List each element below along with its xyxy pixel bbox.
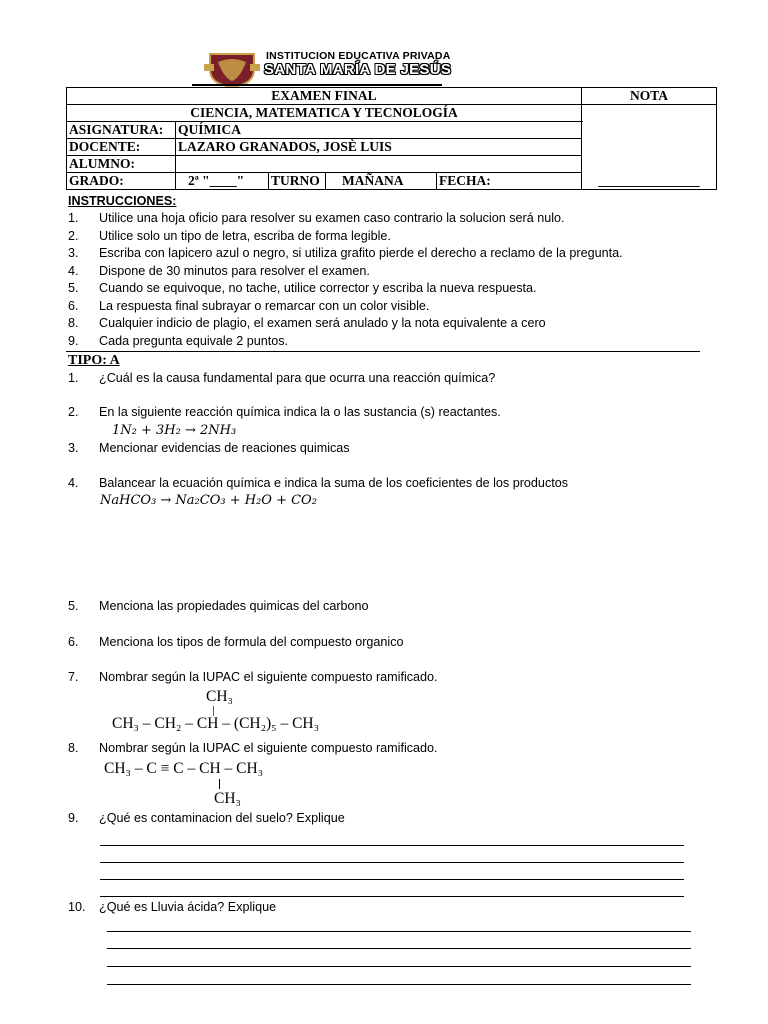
- exam-title: EXAMEN FINAL: [67, 88, 582, 105]
- question-text: Menciona las propiedades quimicas del carbono: [99, 599, 369, 613]
- answer-line[interactable]: [107, 948, 691, 949]
- grado-value: 2ª "____": [176, 173, 269, 190]
- instruction-text: Cualquier indicio de plagio, el examen será anulado y la nota equivalente a cero: [99, 316, 546, 330]
- answer-line[interactable]: [107, 931, 691, 932]
- main-chain-formula: CH₃ – CH₂ – CH – (CH₂)₅ – CH₃: [112, 715, 320, 732]
- instruction-number: 6.: [68, 299, 79, 313]
- turno-label: TURNO: [269, 173, 326, 190]
- instruction-text: Escriba con lapicero azul o negro, si utiliza grafito pierde el derecho a reclamo de la pregunta.: [99, 246, 623, 260]
- answer-line[interactable]: [100, 879, 684, 880]
- instruction-text: Dispone de 30 minutos para resolver el examen.: [99, 264, 370, 278]
- question-number: 4.: [68, 476, 79, 490]
- question-number: 10.: [68, 900, 86, 914]
- asignatura-label: ASIGNATURA:: [67, 122, 176, 139]
- fecha-label: FECHA:: [437, 173, 582, 190]
- branch-bond: [219, 779, 220, 789]
- question-text: Nombrar según la IUPAC el siguiente compuesto ramificado.: [99, 741, 438, 755]
- institution-type: INSTITUCION EDUCATIVA PRIVADA: [266, 50, 451, 62]
- docente-label: DOCENTE:: [67, 139, 176, 156]
- question-text: ¿Qué es contaminacion del suelo? Explique: [99, 811, 345, 825]
- docente-value: LAZARO GRANADOS, JOSÈ LUIS: [176, 139, 582, 156]
- branch-group: CH₃: [214, 790, 241, 807]
- instruction-text: Utilice una hoja oficio para resolver su examen caso contrario la solucion será nulo.: [99, 211, 565, 225]
- instruction-number: 1.: [68, 211, 79, 225]
- instruction-number: 9.: [68, 334, 79, 348]
- question-number: 1.: [68, 371, 79, 385]
- instructions-title: INSTRUCCIONES:: [68, 194, 177, 208]
- instruction-number: 4.: [68, 264, 79, 278]
- question-text: Mencionar evidencias de reaciones quimicas: [99, 441, 350, 455]
- question-number: 7.: [68, 670, 79, 684]
- question-text: Menciona los tipos de formula del compuesto organico: [99, 635, 404, 649]
- question-text: En la siguiente reacción química indica la o las sustancia (s) reactantes.: [99, 405, 501, 419]
- question-text: Nombrar según la IUPAC el siguiente compuesto ramificado.: [99, 670, 438, 684]
- instruction-number: 5.: [68, 281, 79, 295]
- answer-line[interactable]: [100, 845, 684, 846]
- alumno-label: ALUMNO:: [67, 156, 176, 173]
- reaction-equation: 1N₂ + 3H₂ → 2NH₃: [112, 423, 237, 438]
- instruction-number: 2.: [68, 229, 79, 243]
- question-number: 8.: [68, 741, 79, 755]
- instruction-text: Cada pregunta equivale 2 puntos.: [99, 334, 289, 348]
- balance-equation: NaHCO₃ → Na₂CO₃ + H₂O + CO₂: [100, 493, 317, 508]
- area-title: CIENCIA, MATEMATICA Y TECNOLOGÍA: [67, 105, 582, 122]
- instruction-number: 3.: [68, 246, 79, 260]
- institution-name: SANTA MARÍA DE JESÚS: [264, 61, 452, 78]
- section-title: TIPO: A: [68, 353, 120, 368]
- answer-line[interactable]: [107, 966, 691, 967]
- nota-label: NOTA: [582, 88, 717, 105]
- alumno-field[interactable]: [176, 156, 582, 173]
- nota-box: [582, 105, 717, 190]
- answer-line[interactable]: [100, 862, 684, 863]
- instruction-text: Utilice solo un tipo de letra, escriba de forma legible.: [99, 229, 391, 243]
- question-number: 2.: [68, 405, 79, 419]
- branch-group: CH₃: [206, 688, 233, 705]
- nota-line: _______________: [598, 173, 700, 188]
- question-number: 9.: [68, 811, 79, 825]
- question-number: 3.: [68, 441, 79, 455]
- question-text: Balancear la ecuación química e indica la suma de los coeficientes de los productos: [99, 476, 569, 490]
- main-chain-formula: CH₃ – C ≡ C – CH – CH₃: [104, 760, 264, 777]
- instruction-text: Cuando se equivoque, no tache, utilice corrector y escriba la nueva respuesta.: [99, 281, 537, 295]
- exam-header-table: [66, 87, 717, 190]
- question-number: 5.: [68, 599, 79, 613]
- question-number: 6.: [68, 635, 79, 649]
- question-text: ¿Qué es Lluvia ácida? Explique: [99, 900, 277, 914]
- school-crest-logo: [204, 50, 260, 88]
- answer-line[interactable]: [107, 984, 691, 985]
- instruction-number: 8.: [68, 316, 79, 330]
- answer-line[interactable]: [100, 896, 684, 897]
- logo-divider: [192, 84, 442, 86]
- turno-value: MAÑANA: [326, 173, 437, 190]
- question-text: ¿Cuál es la causa fundamental para que ocurra una reacción química?: [99, 371, 496, 385]
- instruction-text: La respuesta final subrayar o remarcar con un color visible.: [99, 299, 430, 313]
- section-divider: [66, 351, 700, 352]
- asignatura-value: QUÍMICA: [176, 122, 582, 139]
- grado-label: GRADO:: [67, 173, 176, 190]
